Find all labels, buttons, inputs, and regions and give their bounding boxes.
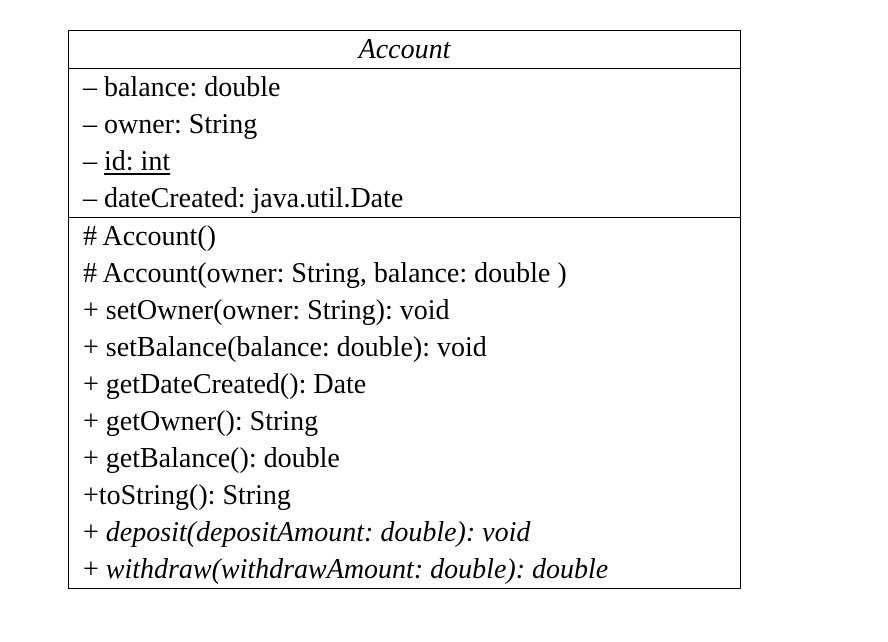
method-text: toString(): String bbox=[98, 480, 291, 511]
attribute-text: balance: double bbox=[104, 72, 281, 103]
method-text: setOwner(owner: String): void bbox=[105, 295, 450, 326]
method-row bbox=[83, 514, 740, 551]
visibility-marker: – bbox=[83, 183, 104, 214]
visibility-marker: + bbox=[83, 332, 106, 363]
visibility-marker: + bbox=[83, 295, 106, 326]
attribute-row bbox=[83, 106, 740, 143]
method-text: setBalance(balance: double): void bbox=[105, 332, 487, 363]
method-row bbox=[83, 477, 740, 514]
visibility-marker: – bbox=[83, 72, 104, 103]
method-row bbox=[83, 551, 740, 588]
method-text: getDateCreated(): Date bbox=[105, 369, 367, 400]
visibility-marker: + bbox=[83, 480, 99, 511]
visibility-marker: + bbox=[83, 554, 106, 585]
attribute-row bbox=[83, 143, 740, 180]
attribute-row bbox=[83, 180, 740, 217]
method-row bbox=[83, 218, 740, 255]
visibility-marker: + bbox=[83, 517, 106, 548]
visibility-marker: + bbox=[83, 443, 106, 474]
attributes-section bbox=[69, 69, 740, 218]
abstract-method-text: withdraw(withdrawAmount: double): double bbox=[105, 554, 609, 585]
attribute-row bbox=[83, 69, 740, 106]
static-attribute-text: id: int bbox=[104, 146, 171, 177]
method-text: getOwner(): String bbox=[105, 406, 319, 437]
visibility-marker: # bbox=[83, 221, 103, 252]
method-text: Account() bbox=[102, 221, 216, 252]
method-row bbox=[83, 403, 740, 440]
method-text: getBalance(): double bbox=[105, 443, 340, 474]
method-row bbox=[83, 329, 740, 366]
method-row bbox=[83, 366, 740, 403]
uml-class-box bbox=[68, 30, 741, 589]
visibility-marker: # bbox=[83, 258, 103, 289]
method-text: Account(owner: String, balance: double ) bbox=[102, 258, 567, 289]
visibility-marker: + bbox=[83, 369, 106, 400]
abstract-method-text: deposit(depositAmount: double): void bbox=[105, 517, 531, 548]
method-row bbox=[83, 292, 740, 329]
visibility-marker: – bbox=[83, 146, 104, 177]
method-row bbox=[83, 440, 740, 477]
attribute-text: owner: String bbox=[104, 109, 258, 140]
visibility-marker: + bbox=[83, 406, 106, 437]
visibility-marker: – bbox=[83, 109, 104, 140]
attribute-text: dateCreated: java.util.Date bbox=[104, 183, 404, 214]
methods-section bbox=[69, 218, 740, 588]
method-row bbox=[83, 255, 740, 292]
class-name: Account bbox=[69, 31, 740, 69]
